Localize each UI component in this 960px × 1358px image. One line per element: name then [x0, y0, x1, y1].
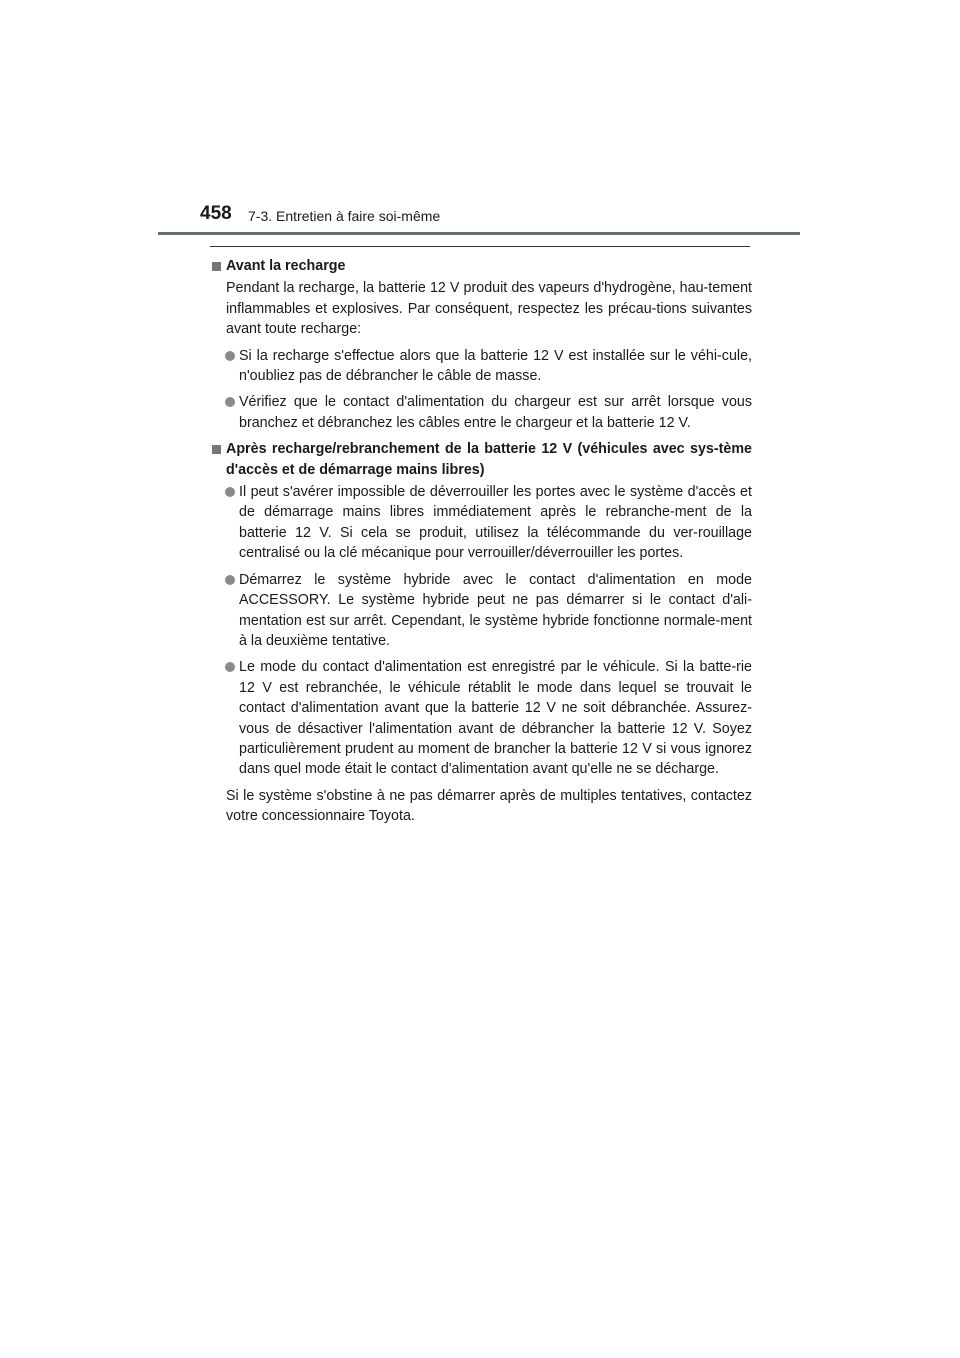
- list-item-text: Démarrez le système hybride avec le contact d'alimentation en mode ACCESSORY. Le système hybride peut ne pas démarrer si le contact d'ali-mentation est sur arrêt. Cependant, le système hybride fonctionne normale-ment à la deuxième tentative.: [239, 571, 752, 649]
- round-bullet-icon: [225, 397, 235, 407]
- header-divider: [158, 232, 800, 235]
- square-bullet-icon: [212, 445, 221, 454]
- list-item-text: Le mode du contact d'alimentation est enregistré par le véhicule. Si la batte-rie 12 V est rebranchée, le véhicule rétablit le mode dans lequel se trouvait le contact d'alimentation avant que la batterie 12 V ne soit débranchée. Assurez-vous de désactiver l'alimentation avant de débrancher la batterie 12 V. Soyez particulièrement prudent au moment de brancher la batterie 12 V si vous ignorez dans quel mode était le contact d'alimentation avant qu'elle ne se décharge.: [239, 659, 752, 778]
- list-item: [212, 392, 752, 433]
- heading-text: Après recharge/rebranchement de la batterie 12 V (véhicules avec sys-tème d'accès et de démarrage mains libres): [226, 441, 752, 478]
- round-bullet-icon: [225, 575, 235, 585]
- list-item-text: Si la recharge s'effectue alors que la batterie 12 V est installée sur le véhi-cule, n'oubliez pas de débrancher le câble de masse.: [239, 347, 752, 385]
- page-content: [212, 256, 752, 833]
- list-item: [212, 657, 752, 779]
- intro-paragraph: Pendant la recharge, la batterie 12 V produit des vapeurs d'hydrogène, hau-tement inflammables et explosives. Par conséquent, respectez les précau-tions suivantes avant toute recharge:: [226, 280, 752, 338]
- section-title: 7-3. Entretien à faire soi-même: [248, 208, 441, 224]
- list-item: [212, 570, 752, 652]
- list-item-text: Il peut s'avérer impossible de déverrouiller les portes avec le système d'accès et de démarrage mains libres immédiatement après le rebranche-ment de la batterie 12 V. Si cela se produit, utilisez la télécommande du ver-rouillage centralisé ou la clé mécanique pour verrouiller/déverrouiller les portes.: [239, 484, 752, 562]
- heading-text: Avant la recharge: [226, 258, 346, 274]
- list-item: [212, 346, 752, 387]
- list-item: [212, 482, 752, 564]
- section-heading-after-charge: [212, 439, 752, 480]
- square-bullet-icon: [212, 262, 221, 271]
- page-number: 458: [200, 203, 232, 224]
- round-bullet-icon: [225, 487, 235, 497]
- round-bullet-icon: [225, 662, 235, 672]
- round-bullet-icon: [225, 351, 235, 361]
- outro-paragraph: Si le système s'obstine à ne pas démarrer après de multiples tentatives, contactez votre concessionnaire Toyota.: [226, 787, 752, 825]
- content-divider: [210, 246, 750, 247]
- list-item-text: Vérifiez que le contact d'alimentation du chargeur est sur arrêt lorsque vous branchez et débranchez les câbles entre le chargeur et la batterie 12 V.: [239, 394, 752, 431]
- section-heading-before-charge: [212, 256, 752, 276]
